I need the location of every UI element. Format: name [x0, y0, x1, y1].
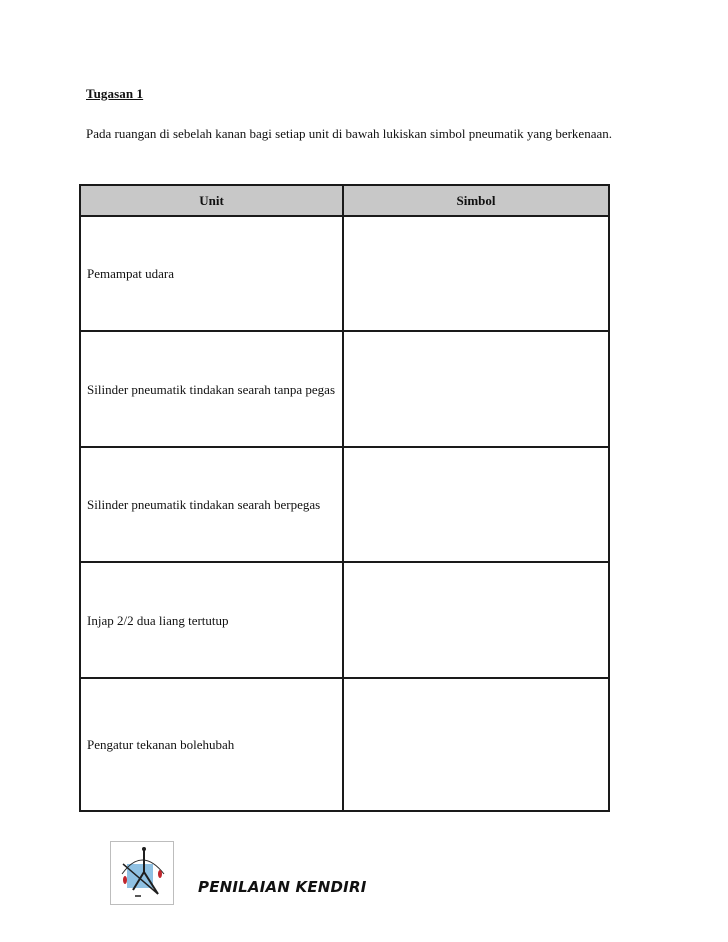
unit-column-header: Unit: [80, 185, 343, 216]
symbol-answer-cell[interactable]: [343, 331, 609, 447]
table-row: [80, 331, 609, 447]
self-assessment-logo-icon: [110, 841, 174, 905]
unit-cell: Silinder pneumatik tindakan searah tanpa pegas: [80, 331, 343, 447]
unit-cell: Pengatur tekanan bolehubah: [80, 678, 343, 811]
table-row: [80, 678, 609, 811]
table-row: [80, 447, 609, 562]
symbol-answer-cell[interactable]: [343, 678, 609, 811]
simbol-column-header: Simbol: [343, 185, 609, 216]
unit-cell: Injap 2/2 dua liang tertutup: [80, 562, 343, 678]
table-row: [80, 562, 609, 678]
symbol-answer-cell[interactable]: [343, 562, 609, 678]
task-heading: Tugasan 1: [86, 86, 144, 101]
table-row: [80, 216, 609, 331]
task-instruction: Pada ruangan di sebelah kanan bagi setiap unit di bawah lukiskan simbol pneumatik yang berkenaan.: [86, 126, 612, 141]
unit-cell: Pemampat udara: [80, 216, 343, 331]
symbol-answer-cell[interactable]: [343, 216, 609, 331]
unit-cell: Silinder pneumatik tindakan searah berpegas: [80, 447, 343, 562]
table-header-row: [80, 185, 609, 216]
symbol-answer-cell[interactable]: [343, 447, 609, 562]
symbol-table: [79, 184, 610, 812]
footer-title: PENILAIAN KENDIRI: [198, 878, 367, 896]
